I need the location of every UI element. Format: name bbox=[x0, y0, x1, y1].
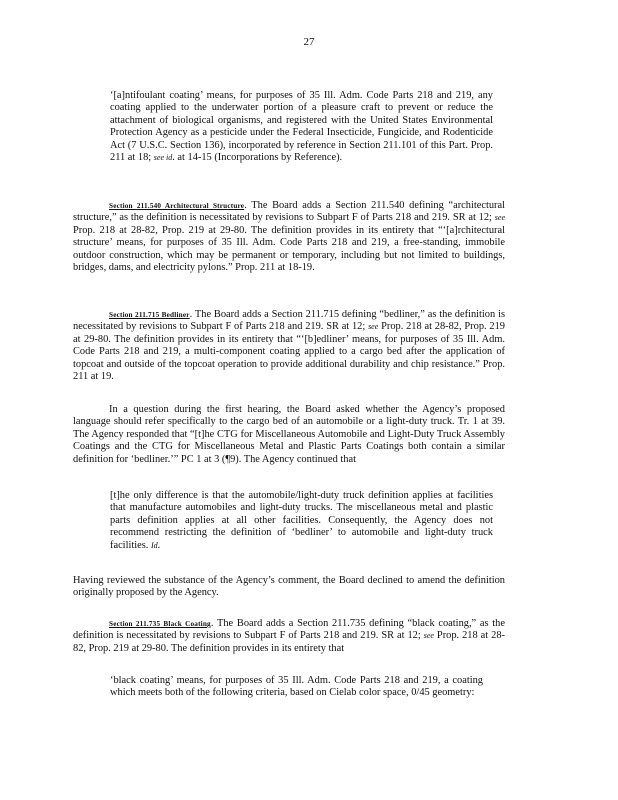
page-number: 27 bbox=[303, 36, 315, 48]
bedliner-quote-text: [t]he only difference is that the automobile/light-duty truck definition applies at facilities that manufacture automobiles and light-duty trucks. The miscellaneous metal and plastic parts definition applies at all other facilities. Consequently, the Agency does not recommend restricting the definition of ‘bedliner’ to automobile and light-duty truck facilities. bbox=[110, 490, 493, 551]
bedliner-paragraph bbox=[73, 309, 505, 383]
antifoulant-citation-signal: see id bbox=[153, 153, 173, 163]
antifoulant-quote-text: ‘[a]ntifoulant coating’ means, for purposes of 35 Ill. Adm. Code Parts 218 and 219, any coating applied to the underwater portion of a pleasure craft to prevent or reduce the attachment of biological organisms, and registered with the United States Environmental Protection Agency as a pesticide under the Federal Insecticide, Fungicide, and Rodenticide Act (7 U.S.C. Section 136), incorporated by reference in Section 211.101 of this Part. Prop. 211 at 18; bbox=[110, 90, 493, 164]
architectural-structure-paragraph bbox=[73, 200, 505, 274]
black-coating-text-b: Prop. 218 at 28-82, Prop. 219 at 29-80. The definition provides in its entirety that bbox=[73, 630, 505, 654]
bedliner-quote-citation: Id bbox=[150, 540, 158, 550]
board-review-paragraph: Having reviewed the substance of the Agency’s comment, the Board declined to amend the definition originally proposed by the Agency. bbox=[73, 575, 505, 599]
antifoulant-definition-quote bbox=[110, 90, 493, 164]
bedliner-heading: Section 211.715 Bedliner bbox=[109, 311, 190, 319]
architectural-text-a: . The Board adds a Section 211.540 defining “architectural structure,” as the definition is necessitated by revisions to Subpart F of Parts 218 and 219. SR at 12; bbox=[73, 200, 506, 224]
agency-question-paragraph: In a question during the first hearing, the Board asked whether the Agency’s proposed language should refer specifically to the cargo bed of an automobile or a light-duty truck. Tr. 1 at 39. The Agency responded that “[t]he CTG for Miscellaneous Automobile and Light-Duty Truck Assembly Coatings and the CTG for Miscellaneous Metal and Plastic Parts Coatings both contain a similar definition for ‘bedliner.’” PC 1 at 3 (¶9). The Agency continued that bbox=[73, 404, 505, 465]
black-coating-citation-signal: see bbox=[423, 631, 434, 641]
architectural-citation-signal: see bbox=[494, 213, 505, 223]
architectural-text-b: Prop. 218 at 28-82, Prop. 219 at 29-80. The definition provides in its entirety that “‘[a]rchitectural structure’ means, for purposes of 35 Ill. Adm. Code Parts 218 and 219, a free-standing, immobile outdoor construction, which may be permanent or temporary, including but not limited to buildings, bridges, dams, and electricity pylons.” Prop. 211 at 18-19. bbox=[73, 224, 505, 274]
black-coating-definition-quote: ‘black coating’ means, for purposes of 35 Ill. Adm. Code Parts 218 and 219, a coating which meets both of the following criteria, based on Cielab color space, 0/45 geometry: bbox=[110, 675, 483, 699]
black-coating-text-a: . The Board adds a Section 211.735 defining “black coating,” as the definition is necessitated by revisions to Subpart F of Parts 218 and 219. SR at 12; bbox=[73, 618, 505, 642]
bedliner-text-b: Prop. 218 at 28-82, Prop. 219 at 29-80. The definition provides in its entirety that “‘[b]edliner’ means, for purposes of 35 Ill. Adm. Code Parts 218 and 219, a multi-component coating applied to a cargo bed after the application of topcoat and outside of the topcoat operation to provide additional durability and chip resistance.” Prop. 211 at 19. bbox=[73, 321, 505, 383]
black-coating-paragraph bbox=[73, 618, 505, 655]
bedliner-agency-quote bbox=[110, 490, 493, 552]
bedliner-quote-end: . bbox=[157, 539, 161, 551]
black-coating-heading: Section 211.735 Black Coating bbox=[109, 620, 211, 628]
antifoulant-quote-end: . at 14-15 (Incorporations by Reference). bbox=[172, 152, 343, 164]
bedliner-text-a: . The Board adds a Section 211.715 defining “bedliner,” as the definition is necessitated by revisions to Subpart F of Parts 218 and 219. SR at 12; bbox=[73, 309, 505, 333]
architectural-structure-heading: Section 211.540 Architectural Structure bbox=[109, 202, 245, 210]
bedliner-citation-signal: see bbox=[368, 322, 379, 332]
